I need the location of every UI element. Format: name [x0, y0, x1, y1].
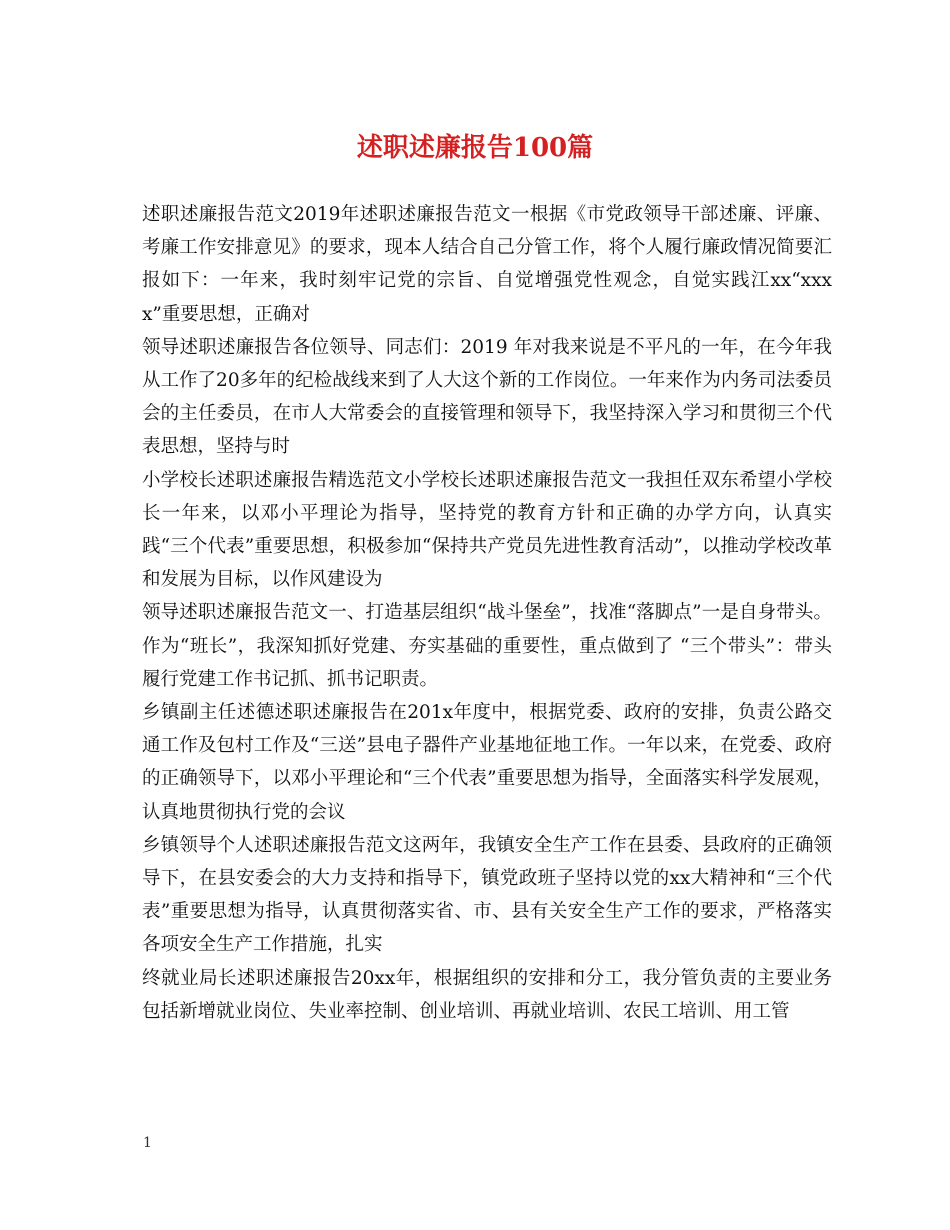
page-number: 1 — [143, 1135, 152, 1151]
paragraph: 乡镇领导个人述职述廉报告范文这两年，我镇安全生产工作在县委、县政府的正确领导下，在县安委会的大力支持和指导下，镇党政班子坚持以党的xx大精神和“三个代表”重要思想为指导，认真贯彻落实省、市、县有关安全生产工作的要求，严格落实各项安全生产工作措施，扎实 — [142, 834, 832, 956]
paragraph: 小学校长述职述廉报告精选范文小学校长述职述廉报告范文一我担任双东希望小学校长一年来，以邓小平理论为指导，坚持党的教育方针和正确的办学方向，认真实践“三个代表”重要思想，积极参加“保持共产党员先进性教育活动”，以推动学校改革和发展为目标，以作风建设为 — [142, 469, 832, 591]
document-body — [142, 198, 832, 1028]
paragraph: 述职述廉报告范文2019年述职述廉报告范文一根据《市党政领导干部述廉、评廉、考廉工作安排意见》的要求，现本人结合自己分管工作，将个人履行廉政情况简要汇报如下：一年来，我时刻牢记党的宗旨、自觉增强党性观念，自觉实践江xx“xxxx”重要思想，正确对 — [142, 204, 832, 325]
paragraph: 领导述职述廉报告范文一、打造基层组织“战斗堡垒”，找准“落脚点”一是自身带头。作为“班长”，我深知抓好党建、夯实基础的重要性，重点做到了 “三个带头”：带头履行党建工作书记抓、抓书记职责。 — [142, 602, 832, 690]
paragraph: 领导述职述廉报告各位领导、同志们：2019 年对我来说是不平凡的一年，在今年我从工作了20多年的纪检战线来到了人大这个新的工作岗位。一年来作为内务司法委员会的主任委员，在市人大常委会的直接管理和领导下，我坚持深入学习和贯彻三个代表思想，坚持与时 — [142, 336, 832, 458]
document-title: 述职述廉报告100篇 — [356, 133, 594, 163]
paragraph: 终就业局长述职述廉报告20xx年，根据组织的安排和分工，我分管负责的主要业务包括新增就业岗位、失业率控制、创业培训、再就业培训、农民工培训、用工管 — [142, 967, 832, 1022]
paragraph: 乡镇副主任述德述职述廉报告在201x年度中，根据党委、政府的安排，负责公路交通工作及包村工作及“三送”县电子器件产业基地征地工作。一年以来，在党委、政府的正确领导下，以邓小平理论和“三个代表”重要思想为指导，全面落实科学发展观，认真地贯彻执行党的会议 — [142, 702, 832, 823]
